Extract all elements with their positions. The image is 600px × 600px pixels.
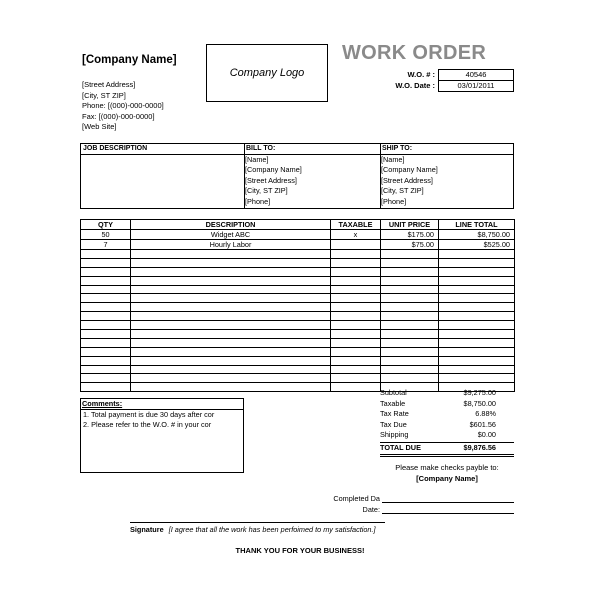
company-logo-placeholder <box>206 44 328 102</box>
cell-taxable[interactable] <box>331 356 381 365</box>
cell-unit-price[interactable] <box>381 258 439 267</box>
cell-unit-price[interactable] <box>381 294 439 303</box>
cell-line-total <box>439 374 515 383</box>
cell-qty[interactable] <box>81 250 131 259</box>
ship-to-address[interactable] <box>381 155 438 207</box>
cell-line-total <box>439 303 515 312</box>
ship-to-label: SHIP TO: <box>382 145 413 152</box>
cell-unit-price[interactable] <box>381 285 439 294</box>
payment-note-text: Please make checks payble to: <box>395 463 499 472</box>
bill-to-label: BILL TO: <box>246 145 276 152</box>
cell-taxable[interactable] <box>331 374 381 383</box>
cell-qty[interactable]: 7 <box>81 240 131 250</box>
totals-row-tax-rate[interactable] <box>380 409 514 420</box>
totals-value: $8,750.00 <box>463 398 496 408</box>
cell-line-total <box>439 250 515 259</box>
signature-statement: I agree that all the work has been perfoimed to my satisfaction. <box>170 525 374 534</box>
cell-qty[interactable] <box>81 276 131 285</box>
cell-taxable[interactable] <box>331 285 381 294</box>
cell-description[interactable] <box>131 312 331 321</box>
cell-taxable[interactable] <box>331 365 381 374</box>
table-row[interactable] <box>81 330 515 339</box>
cell-unit-price[interactable] <box>381 303 439 312</box>
cell-unit-price[interactable] <box>381 321 439 330</box>
cell-unit-price[interactable] <box>381 365 439 374</box>
signature-line[interactable] <box>130 522 385 523</box>
cell-qty[interactable] <box>81 267 131 276</box>
table-row[interactable] <box>81 356 515 365</box>
totals-row-shipping[interactable] <box>380 430 514 441</box>
table-row[interactable] <box>81 312 515 321</box>
table-row[interactable] <box>81 338 515 347</box>
cell-line-total <box>439 276 515 285</box>
cell-line-total <box>439 285 515 294</box>
cell-unit-price[interactable] <box>381 276 439 285</box>
totals-row-total-due <box>380 442 514 457</box>
column-header-unit-price: UNIT PRICE <box>381 220 439 230</box>
table-row[interactable] <box>81 276 515 285</box>
cell-qty[interactable] <box>81 347 131 356</box>
cell-unit-price[interactable] <box>381 356 439 365</box>
ship-to-line[interactable]: [City, ST ZIP] <box>381 186 424 196</box>
wo-number-label: W.O. # : <box>407 70 435 79</box>
cell-description[interactable] <box>131 267 331 276</box>
cell-unit-price[interactable] <box>381 250 439 259</box>
cell-unit-price[interactable] <box>381 312 439 321</box>
cell-taxable[interactable] <box>331 338 381 347</box>
cell-line-total <box>439 321 515 330</box>
bill-to-line[interactable]: [Phone] <box>245 196 271 206</box>
ship-to-line[interactable]: [Street Address] <box>381 175 433 185</box>
cell-line-total <box>439 267 515 276</box>
cell-line-total <box>439 356 515 365</box>
column-header-description: DESCRIPTION <box>131 220 331 230</box>
totals-row-taxable <box>380 399 514 410</box>
bill-to-line[interactable]: [Street Address] <box>245 175 297 185</box>
cell-unit-price[interactable] <box>381 330 439 339</box>
cell-unit-price[interactable]: $175.00 <box>381 230 439 240</box>
cell-line-total: $525.00 <box>439 240 515 250</box>
payment-note <box>380 462 514 484</box>
totals-label: Shipping <box>380 430 409 440</box>
totals-label: Subtotal <box>380 388 407 397</box>
totals-summary <box>380 388 514 457</box>
comments-box[interactable] <box>80 398 244 473</box>
date-label: Date: <box>362 505 380 514</box>
cell-qty[interactable] <box>81 356 131 365</box>
cell-qty[interactable] <box>81 383 131 392</box>
cell-description[interactable] <box>131 356 331 365</box>
cell-line-total <box>439 294 515 303</box>
ship-to-line[interactable]: [Company Name] <box>381 165 438 175</box>
cell-taxable[interactable] <box>331 250 381 259</box>
totals-row-subtotal <box>380 388 514 399</box>
totals-value: $601.56 <box>469 419 496 429</box>
cell-taxable[interactable] <box>331 240 381 250</box>
cell-description[interactable] <box>131 347 331 356</box>
totals-value: $9,876.56 <box>463 442 496 452</box>
job-description-label: JOB DESCRIPTION <box>83 145 148 152</box>
address-line: [Street Address] <box>82 80 136 89</box>
cell-taxable[interactable] <box>331 312 381 321</box>
wo-date-field[interactable]: 03/01/2011 <box>438 80 514 92</box>
table-row[interactable] <box>81 374 515 383</box>
cell-taxable[interactable] <box>331 303 381 312</box>
comments-header: Comments: <box>81 399 243 410</box>
totals-row-tax-due <box>380 420 514 431</box>
cell-qty[interactable] <box>81 294 131 303</box>
cell-line-total <box>439 338 515 347</box>
cell-description[interactable] <box>131 258 331 267</box>
cell-taxable[interactable] <box>331 330 381 339</box>
bill-to-address[interactable] <box>245 155 302 207</box>
cell-taxable[interactable] <box>331 383 381 392</box>
totals-label: TOTAL DUE <box>380 442 421 452</box>
column-header-taxable: TAXABLE <box>331 220 381 230</box>
payment-payee: [Company Name] <box>416 474 478 483</box>
cell-qty[interactable] <box>81 312 131 321</box>
table-header-row <box>81 220 515 230</box>
bill-to-line[interactable]: [Company Name] <box>245 165 302 175</box>
address-line: Fax: [(000)-000-0000] <box>82 111 155 121</box>
company-name: [Company Name] <box>82 54 177 66</box>
comment-line[interactable]: 2. Please refer to the W.O. # in your cor <box>83 420 212 429</box>
table-row[interactable] <box>81 303 515 312</box>
logo-text: Company Logo <box>229 67 305 79</box>
totals-value[interactable]: $0.00 <box>477 430 496 440</box>
cell-unit-price[interactable] <box>381 374 439 383</box>
work-order-title: WORK ORDER <box>342 42 487 64</box>
cell-taxable[interactable] <box>331 258 381 267</box>
table-row[interactable] <box>81 285 515 294</box>
cell-qty[interactable] <box>81 374 131 383</box>
cell-qty[interactable] <box>81 303 131 312</box>
cell-description[interactable] <box>131 338 331 347</box>
cell-description[interactable]: Widget ABC <box>131 230 331 240</box>
cell-description[interactable] <box>131 303 331 312</box>
cell-unit-price[interactable] <box>381 267 439 276</box>
ship-to-line[interactable]: [Phone] <box>381 196 407 206</box>
cell-unit-price[interactable] <box>381 338 439 347</box>
cell-line-total <box>439 330 515 339</box>
wo-date-label: W.O. Date : <box>395 81 435 90</box>
cell-description[interactable]: Hourly Labor <box>131 240 331 250</box>
table-row[interactable] <box>81 321 515 330</box>
cell-taxable[interactable] <box>331 267 381 276</box>
cell-description[interactable] <box>131 330 331 339</box>
table-row[interactable] <box>81 267 515 276</box>
thank-you-message: THANK YOU FOR YOUR BUSINESS! <box>235 546 365 555</box>
cell-qty[interactable] <box>81 338 131 347</box>
column-header-line-total: LINE TOTAL <box>439 220 515 230</box>
bill-to-line[interactable]: [Name] <box>245 155 269 164</box>
cell-line-total <box>439 312 515 321</box>
table-row[interactable] <box>81 258 515 267</box>
table-row[interactable] <box>81 250 515 259</box>
cell-qty[interactable] <box>81 330 131 339</box>
cell-line-total <box>439 258 515 267</box>
address-line: [Web Site] <box>82 122 117 132</box>
cell-description[interactable] <box>131 365 331 374</box>
comment-line[interactable]: 1. Total payment is due 30 days after cor <box>83 410 215 419</box>
cell-line-total <box>439 365 515 374</box>
totals-label: Tax Rate <box>380 409 409 419</box>
completed-date-label: Completed Da <box>333 494 380 503</box>
cell-qty[interactable] <box>81 258 131 267</box>
cell-description[interactable] <box>131 374 331 383</box>
signature-block: Signature [I agree that all the work has been perfoimed to my satisfaction.] <box>130 525 376 534</box>
totals-label: Tax Due <box>380 419 407 429</box>
company-address <box>82 80 164 133</box>
job-billing-section <box>80 143 514 209</box>
cell-unit-price[interactable] <box>381 347 439 356</box>
cell-description[interactable] <box>131 383 331 392</box>
column-header-qty: QTY <box>81 220 131 230</box>
bill-to-line[interactable]: [City, ST ZIP] <box>245 186 288 196</box>
cell-line-total <box>439 347 515 356</box>
cell-line-total: $8,750.00 <box>439 230 515 240</box>
table-row[interactable] <box>81 294 515 303</box>
cell-taxable[interactable] <box>331 321 381 330</box>
table-row[interactable] <box>81 365 515 374</box>
cell-qty[interactable] <box>81 365 131 374</box>
completed-date-line[interactable] <box>382 502 514 503</box>
cell-description[interactable] <box>131 321 331 330</box>
table-row[interactable] <box>81 230 515 240</box>
cell-qty[interactable] <box>81 321 131 330</box>
date-line[interactable] <box>382 513 514 514</box>
cell-qty[interactable] <box>81 285 131 294</box>
cell-description[interactable] <box>131 294 331 303</box>
totals-value: $9,275.00 <box>463 388 496 397</box>
cell-taxable[interactable] <box>331 276 381 285</box>
cell-description[interactable] <box>131 276 331 285</box>
cell-qty[interactable]: 50 <box>81 230 131 240</box>
address-line: Phone: [(000)-000-0000] <box>82 101 164 111</box>
ship-to-line[interactable]: [Name] <box>381 155 405 164</box>
signature-label: Signature <box>130 525 164 534</box>
cell-taxable[interactable]: x <box>331 230 381 240</box>
cell-taxable[interactable] <box>331 347 381 356</box>
table-row[interactable] <box>81 240 515 250</box>
cell-description[interactable] <box>131 285 331 294</box>
cell-unit-price[interactable]: $75.00 <box>381 240 439 250</box>
cell-description[interactable] <box>131 250 331 259</box>
line-items-table <box>80 219 515 392</box>
wo-number-field[interactable]: 40546 <box>438 69 514 81</box>
cell-taxable[interactable] <box>331 294 381 303</box>
address-line: [City, ST ZIP] <box>82 90 126 100</box>
totals-label: Taxable <box>380 398 406 408</box>
totals-value[interactable]: 6.88% <box>475 409 496 419</box>
table-row[interactable] <box>81 347 515 356</box>
